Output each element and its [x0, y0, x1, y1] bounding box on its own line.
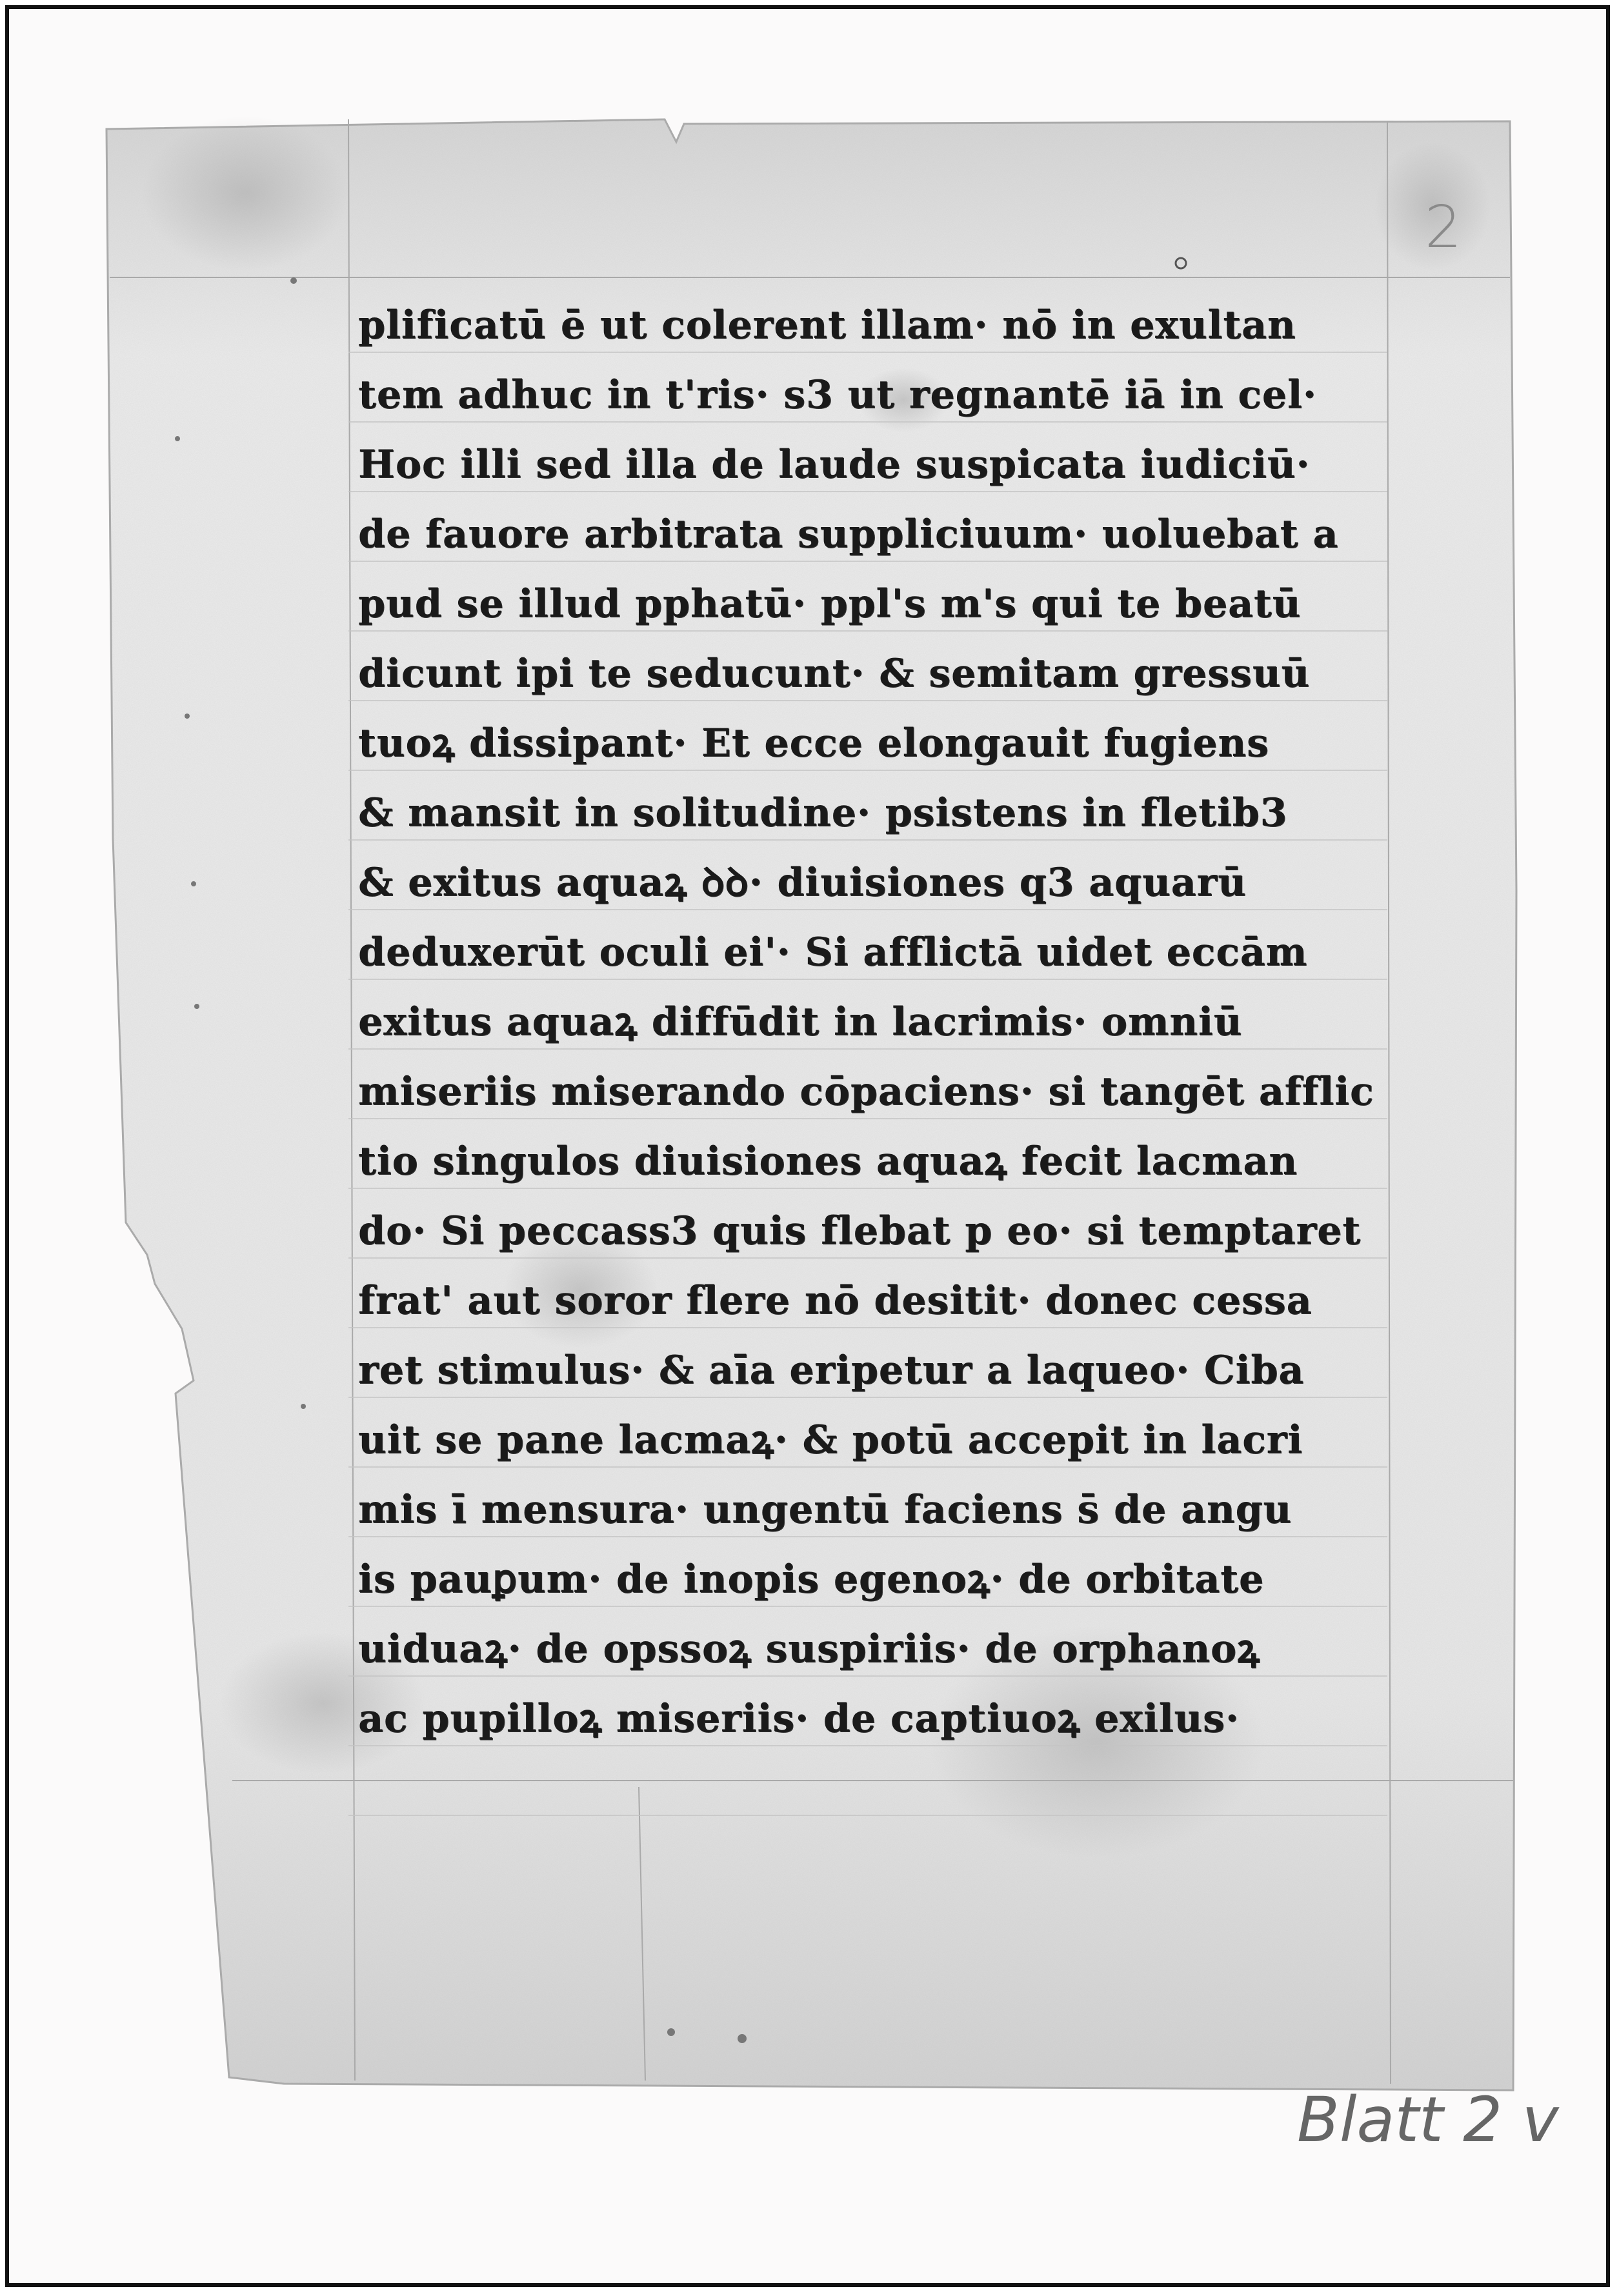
manuscript-line: tuoꝝ dissipant· Et ecce elongauit fugiens — [358, 721, 1269, 766]
manuscript-line: tem adhuc in t'ris· s3 ut regnantē iā in cel· — [358, 372, 1317, 417]
manuscript-line: & mansit in solitudine· psistens in fletib3 — [358, 790, 1288, 835]
manuscript-line: ac pupilloꝝ miseriis· de captiuoꝝ exilus· — [358, 1696, 1240, 1741]
manuscript-line: uit se pane lacmaꝝ· & potū accepit in lacri — [358, 1417, 1303, 1462]
manuscript-line: Hoc illi sed illa de laude suspicata iudiciū· — [358, 442, 1311, 487]
manuscript-line: & exitus aquaꝝ ꝺꝺ· diuisiones q3 aquarū — [358, 860, 1247, 905]
manuscript-line: pud se illud pphatū· ppl's m's qui te beatū — [358, 581, 1302, 626]
manuscript-line: frat' aut soror flere nō desitit· donec cessa — [358, 1278, 1312, 1323]
manuscript-line: miseriis miserando cōpaciens· si tangēt afflic — [358, 1069, 1374, 1114]
manuscript-line: dicunt ipi te seducunt· & semitam gressuū — [358, 651, 1310, 696]
folio-number: 2 — [1425, 194, 1462, 261]
manuscript-line: mis ī mensura· ungentū faciens s̄ de angu — [358, 1487, 1292, 1532]
manuscript-line: exitus aquaꝝ diffūdit in lacrimis· omniū — [358, 999, 1243, 1044]
manuscript-line: do· Si peccass3 quis flebat p eo· si temptaret — [358, 1208, 1361, 1253]
handwritten-annotation: Blatt 2 v — [1297, 2084, 1559, 2156]
manuscript-line: de fauore arbitrata suppliciuum· uoluebat a — [358, 512, 1339, 557]
manuscript-line: deduxerūt oculi ei'· Si afflictā uidet eccām — [358, 930, 1308, 975]
manuscript-text-block — [358, 290, 1394, 1753]
manuscript-line: ret stimulus· & aīa eripetur a laqueo· Ciba — [358, 1348, 1305, 1393]
manuscript-line: is pauꝑum· de inopis egenoꝝ· de orbitate — [358, 1557, 1265, 1602]
manuscript-line: uiduaꝝ· de opssoꝝ suspiriis· de orphanoꝝ — [358, 1626, 1260, 1672]
manuscript-line: tio singulos diuisiones aquaꝝ fecit lacman — [358, 1139, 1298, 1184]
manuscript-line: plificatū ē ut colerent illam· nō in exultan — [358, 303, 1296, 348]
